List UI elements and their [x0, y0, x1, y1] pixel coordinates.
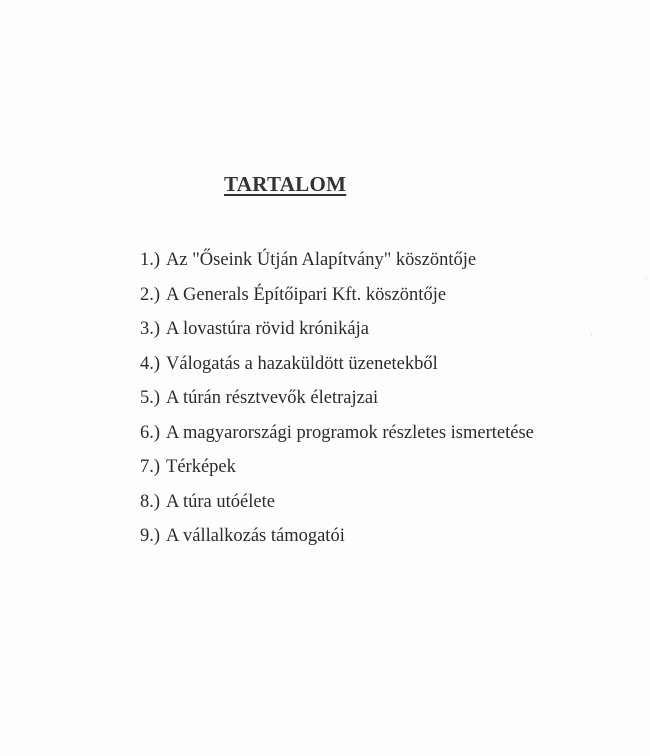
scan-speck [591, 334, 592, 335]
toc-item [140, 386, 534, 421]
toc-item [140, 524, 534, 559]
toc-item-number: 1.) [140, 250, 161, 270]
toc-item [140, 352, 534, 387]
toc-item-text: A magyarországi programok részletes ismertetése [166, 422, 534, 443]
toc-item [140, 248, 534, 283]
toc-item [140, 283, 534, 318]
toc-item [140, 490, 534, 525]
toc-item-number: 6.) [140, 422, 161, 443]
toc-item [140, 421, 534, 456]
toc-item-number: 9.) [140, 526, 161, 546]
page-title: TARTALOM [224, 172, 347, 196]
scan-speck [646, 278, 647, 279]
toc-item-text: Az "Őseink Útján Alapítvány" köszöntője [166, 250, 477, 270]
toc-item-text: Térképek [166, 457, 236, 477]
toc-item-number: 4.) [140, 353, 161, 374]
toc-item-number: 2.) [140, 284, 161, 305]
toc-item-text: Válogatás a hazaküldött üzenetekből [166, 353, 438, 374]
toc-item-text: A túra utóélete [166, 491, 275, 512]
toc-item-number: 5.) [140, 388, 161, 408]
toc-item [140, 317, 534, 352]
toc-item-number: 3.) [140, 319, 161, 339]
toc-item-text: A Generals Építőipari Kft. köszöntője [166, 284, 447, 305]
toc-item-number: 8.) [140, 491, 161, 512]
toc-item-text: A vállalkozás támogatói [166, 526, 345, 546]
toc-item [140, 455, 534, 490]
toc-item-text: A lovastúra rövid krónikája [166, 319, 369, 339]
toc-item-number: 7.) [140, 457, 161, 477]
table-of-contents [140, 248, 534, 559]
toc-item-text: A túrán résztvevők életrajzai [166, 388, 379, 408]
